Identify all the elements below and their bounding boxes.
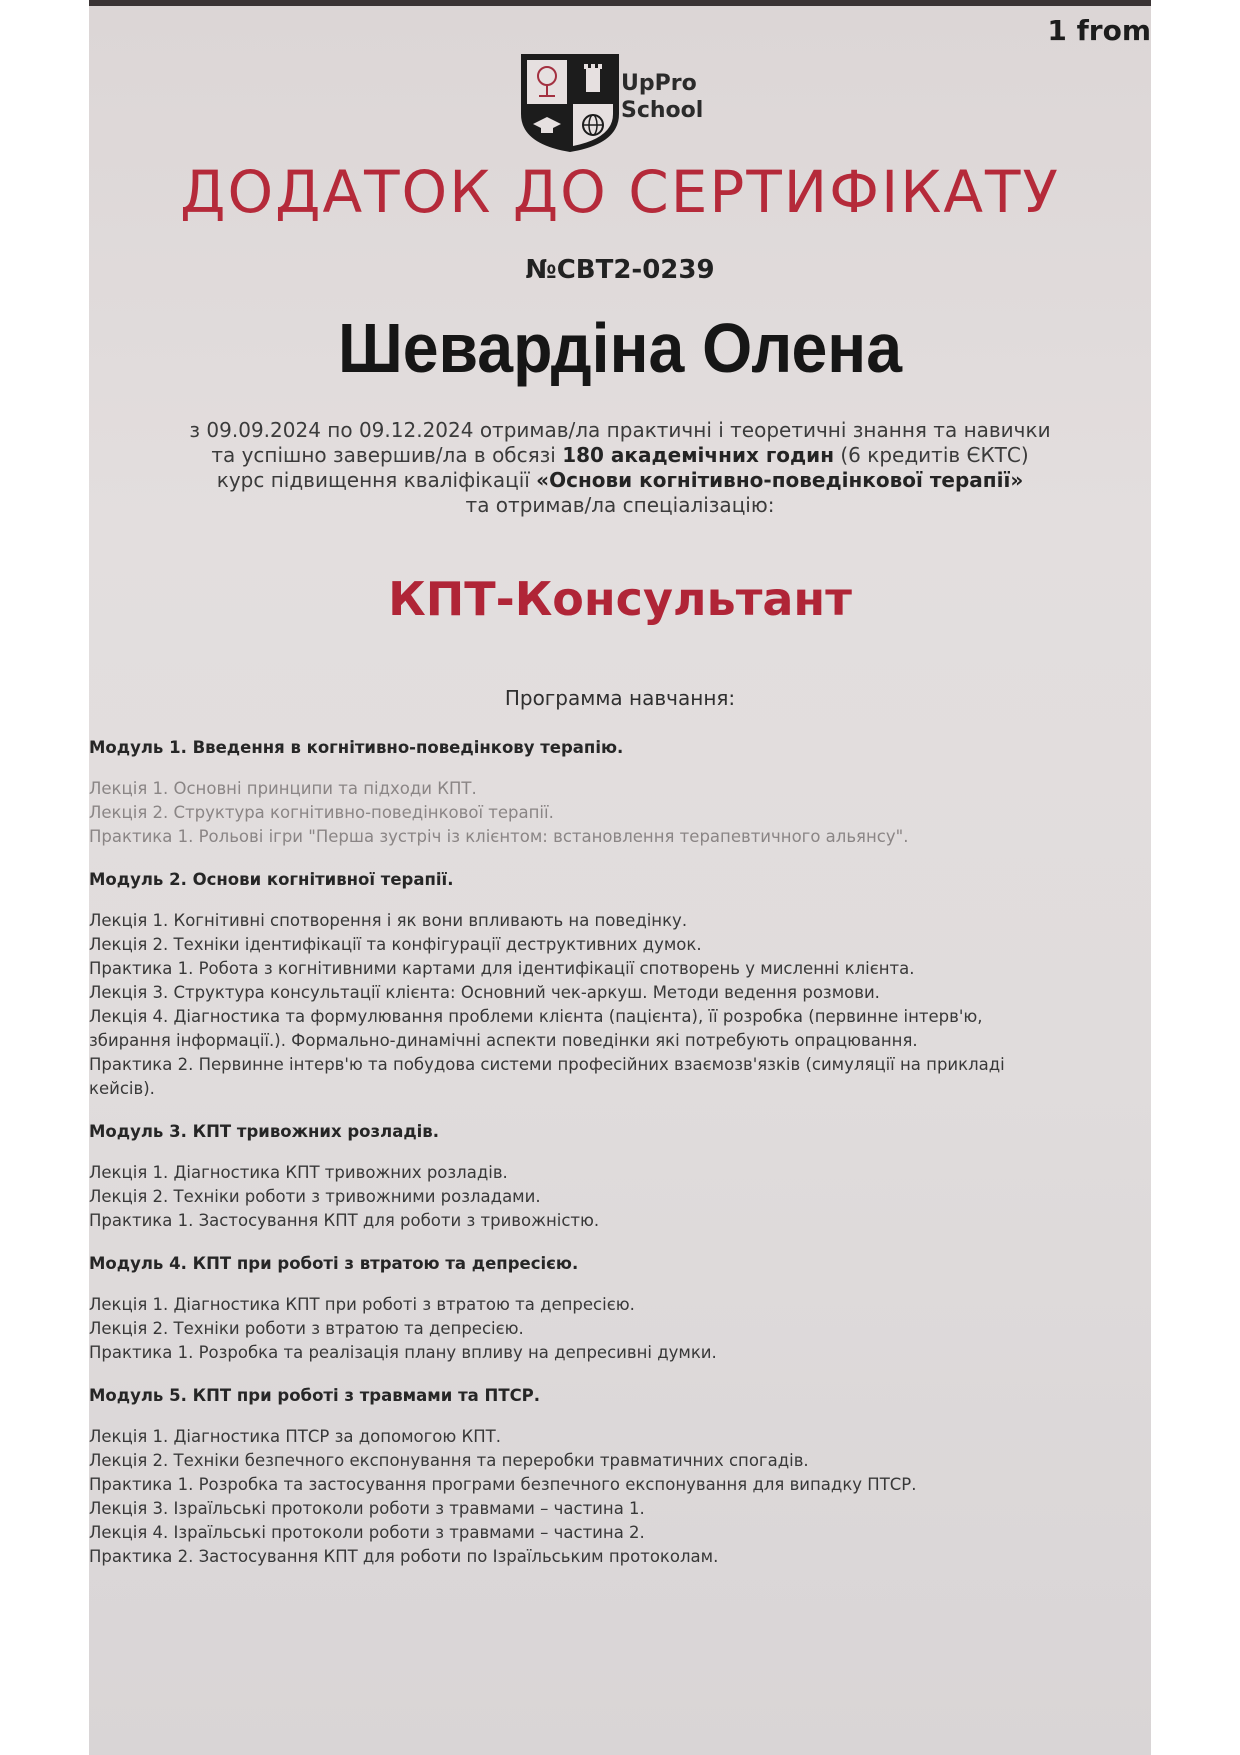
logo-line-1: UpPro [621,71,697,96]
module-title: Модуль 2. Основи когнітивної терапії. [89,870,454,889]
intro-credits: (6 кредитів ЄКТС) [834,443,1029,467]
module-item: Лекція 3. Ізраїльські протоколи роботи з травмами – частина 1. [89,1499,645,1518]
module-item: Практика 1. Робота з когнітивними картами для ідентифікації спотворень у мисленні клієнта. [89,959,915,978]
module-item: Лекція 2. Техніки роботи з тривожними розладами. [89,1187,541,1206]
module-item: Лекція 2. Структура когнітивно-поведінкової терапії. [89,803,554,822]
module-item: Практика 2. Застосування КПТ для роботи по Ізраїльським протоколам. [89,1547,719,1566]
certificate-sheet [89,0,1151,1755]
module-item: Практика 1. Розробка та реалізація плану впливу на депресивні думки. [89,1343,717,1362]
intro-paragraph [89,418,1151,518]
module-1 [89,738,1151,849]
intro-line-3-text: курс підвищення кваліфікації [216,468,537,492]
module-title: Модуль 4. КПТ при роботі з втратою та депресією. [89,1254,579,1273]
module-item: збирання інформації.). Формально-динамічні аспекти поведінки які потребують опрацювання. [89,1031,918,1050]
module-title: Модуль 5. КПТ при роботі з травмами та ПТСР. [89,1386,541,1405]
intro-hours: 180 академічних годин [562,443,835,467]
course-name: «Основи когнітивно-поведінкової терапії» [536,468,1024,492]
page-top-edge [89,0,1151,6]
module-item: Лекція 1. Когнітивні спотворення і як вони впливають на поведінку. [89,911,688,930]
intro-line-3 [89,468,1151,493]
module-item: Практика 1. Розробка та застосування програми безпечного експонування для випадку ПТСР. [89,1475,917,1494]
document-title: ДОДАТОК ДО СЕРТИФІКАТУ [180,158,1060,226]
module-item: Практика 1. Рольові ігри "Перша зустріч із клієнтом: встановлення терапевтичного альянсу". [89,827,909,846]
intro-line-2 [89,443,1151,468]
module-5 [89,1386,1151,1569]
module-item: Лекція 2. Техніки безпечного експонування та переробки травматичних спогадів. [89,1451,809,1470]
logo-wordmark [621,70,703,124]
module-item: Лекція 1. Основні принципи та підходи КПТ. [89,779,477,798]
intro-line-4: та отримав/ла спеціалізацію: [465,493,775,517]
module-item: Лекція 1. Діагностика КПТ при роботі з втратою та депресією. [89,1295,635,1314]
module-item: Лекція 2. Техніки роботи з втратою та депресією. [89,1319,524,1338]
recipient-name: Шевардіна Олена [337,309,903,387]
specialization: КПТ-Консультант [388,572,852,626]
module-item: Лекція 1. Діагностика ПТСР за допомогою КПТ. [89,1427,501,1446]
page-number: 1 from [1047,14,1151,47]
module-item: Практика 1. Застосування КПТ для роботи з тривожністю. [89,1211,600,1230]
module-item: кейсів). [89,1079,155,1098]
module-item: Практика 2. Первинне інтерв'ю та побудова системи професійних взаємозв'язків (симуляції на прикладі [89,1055,1005,1074]
module-item: Лекція 4. Діагностика та формулювання проблеми клієнта (пацієнта), її розробка (первинне інтерв'ю, [89,1007,983,1026]
module-item: Лекція 4. Ізраїльські протоколи роботи з травмами – частина 2. [89,1523,645,1542]
program-modules [89,738,1151,1590]
certificate-number: №CBT2-0239 [525,255,715,285]
intro-line-1: з 09.09.2024 по 09.12.2024 отримав/ла практичні і теоретичні знання та навички [189,418,1051,442]
module-item: Лекція 2. Техніки ідентифікації та конфігурації деструктивних думок. [89,935,702,954]
module-2 [89,870,1151,1101]
program-title: Программа навчання: [504,686,736,710]
module-3 [89,1122,1151,1233]
module-item: Лекція 3. Структура консультації клієнта: Основний чек-аркуш. Методи ведення розмови. [89,983,880,1002]
module-4 [89,1254,1151,1365]
intro-line-2-text: та успішно завершив/ла в обсязі [211,443,563,467]
module-item: Лекція 1. Діагностика КПТ тривожних розладів. [89,1163,508,1182]
module-title: Модуль 3. КПТ тривожних розладів. [89,1122,440,1141]
module-title: Модуль 1. Введення в когнітивно-поведінкову терапію. [89,738,624,757]
logo-line-2: School [621,98,704,123]
tower-icon [584,64,602,92]
